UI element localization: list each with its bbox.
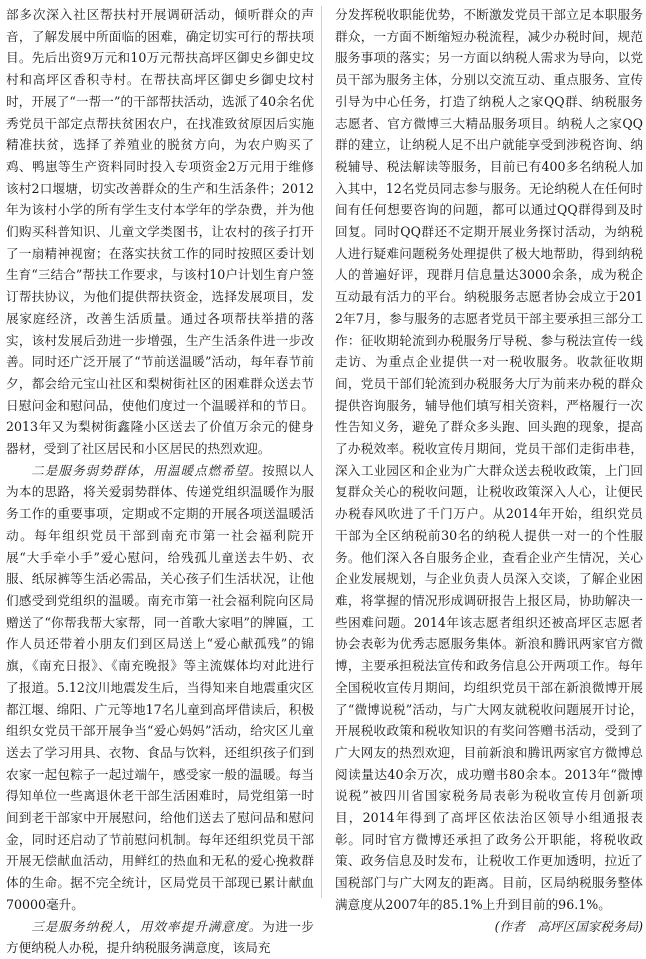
author-byline: (作者 高坪区国家税务局): [494, 918, 643, 934]
section-lead-3: 三是服务纳税人，用效率提升满意度。: [31, 918, 263, 934]
paragraph-vulnerable-groups: [6, 460, 314, 916]
section-body-3: 为进一步方便纳税人办税，提升纳税服务满意度，该局充: [6, 918, 315, 956]
column-divider: [321, 6, 322, 898]
paragraph-taxpayer-service-cont: [335, 4, 643, 934]
article-left-column: [6, 4, 314, 959]
article-right-column: [335, 4, 643, 937]
paragraph-poverty-aid: 部多次深入社区帮扶村开展调研活动，倾听群众的声音，了解发展中所面临的困难，确定切实可行的帮扶项目。先后出资9万元和10万元帮扶高坪区御史乡御史坟村和高坪区香积寺村。在帮扶高坪区御史乡御史坟村时，开展了“一帮一”的干部帮扶活动，选派了40余名优秀党员干部定点帮扶贫困农户，在找准致贫原因后实施精准扶贫，选择了养殖业的脱贫方向，为农户购买了鸡、鸭崽等生产资料同时投入专项资金2万元用于维修该村2口堰塘，切实改善群众的生产和生活条件；2012年为该村小学的所有学生支付本学年的学杂费，并为他们购买科普知识、儿童文学类图书，让农村的孩子打开了一扇精神视窗；在落实扶贫工作的同时按照区委计划生育“三结合”帮扶工作要求，与该村10户计划生育户签订帮扶协议，为他们提供帮扶资金，选择发展项目，发展家庭经济，改善生活质量。通过各项帮扶举措的落实，该村发展后劲进一步增强，生产生活条件进一步改善。同时还广泛开展了“节前送温暖”活动，每年春节前夕，都会给元宝山社区和梨树街社区的困难群众送去节日慰问金和慰问品，使他们度过一个温暖祥和的节日。2013年又为梨树街鑫隆小区送去了价值万余元的健身器材，受到了社区居民和小区居民的热烈欢迎。: [6, 7, 314, 457]
section-lead-2: 二是服务弱势群体，用温暖点燃希望。: [31, 462, 263, 478]
paragraph-taxpayer-service: [6, 916, 314, 959]
section-body-3-cont: 分发挥税收职能优势，不断激发党员干部立足本职服务群众，一方面不断缩短办税流程，减少办税时间，规范服务事项的落实；另一方面以纳税人需求为导向，以党员干部为服务主体，分别以交流互动、重点服务、宣传引导为中心任务，打造了纳税人之家QQ群、纳税服务志愿者、官方微博三大精品服务项目。纳税人之家QQ群的建立，让纳税人足不出户就能享受到涉税咨询、纳税辅导、税法解读等服务，目前已有400多名纳税人加入其中，12名党员同志参与服务。无论纳税人在任何时间有任何想要咨询的问题，都可以通过QQ群得到及时回复。同时QQ群还不定期开展业务探讨活动，为纳税人进行疑难问题税务处理提供了极大地帮助，得到纳税人的普遍好评，现群月信息量达3000余条，成为税企互动最有活力的平台。纳税服务志愿者协会成立于2012年7月，参与服务的志愿者党员干部主要承担三部分工作：征收期轮流到办税服务厅导税、参与税法宣传一线走访、为重点企业提供一对一税收服务。收款征收期间，党员干部们轮流到办税服务大厅为前来办税的群众提供咨询服务，辅导他们填写相关资料，严格履行一次性告知义务，避免了群众多头跑、回头跑的现象，提高了办税效率。税收宣传月期间，党员干部们走街串巷，深入工业园区和企业为广大群众送去税收政策，上门回复群众关心的税收问题，让税收政策深入人心，让便民办税春风吹进了千门万户。从2014年开始，组织党员干部为全区纳税前30名的纳税人提供一对一的个性服务。他们深入各自服务企业，查看企业产生情况，关心企业发展规划，与企业负责人员深入交谈，了解企业困难，将掌握的情况形成调研报告上报区局，协助解决一些困难问题。2014年该志愿者组织还被高坪区志愿者协会表彰为优秀志愿服务集体。新浪和腾讯两家官方微博，主要承担税法宣传和政务信息公开两项工作。每年全国税收宣传月期间，均组织党员干部在新浪微博开展了“微博说税”活动，与广大网友就税收问题展开讨论，开展税收政策和税收知识的有奖问答赠书活动，受到了广大网友的热烈欢迎，目前新浪和腾讯两家官方微博总阅读量达40余万次，成功赠书80余本。2013年“微博说税”被四川省国家税务局表彰为税收宣传月创新项目，2014年得到了高坪区依法治区领导小组通报表彰。同时官方微博还承担了政务公开职能，将税收政策、政务信息及时发布，让税收工作更加透明，拉近了国税部门与广大网友的距离。目前，区局纳税服务整体满意度从2007年的85.1%上升到目前的96.1%。: [335, 7, 643, 912]
section-body-2: 按照以人为本的思路，将关爱弱势群体、传递党组织温暖作为服务工作的重要事项，定期或不定期的开展各项送温暖活动。每年组织党员干部到南充市第一社会福利院开展“大手牵小手”爱心慰问，给残孤儿童送去牛奶、衣服、纸尿裤等生活必需品，关心孩子们生活状况，让他们感受到党组织的温暖。南充市第一社会福利院向区局赠送了“你帮我帮大家帮，同一首歌大家唱”的牌匾，工作人员还带着小朋友们到区局送上“爱心献孤残”的锦旗，《南充日报》、《南充晚报》等主流媒体均对此进行了报道。5.12汶川地震发生后，当得知来自地震重灾区都江堰、绵阳、广元等地17名儿童到高坪借读后，积极组织女党员干部开展争当“爱心妈妈”活动，给灾区儿童送去了学习用具、衣物、食品与饮料，还组织孩子们到农家一起包粽子一起过端午，感受家一般的温暖。每当得知单位一些离退休老干部生活困难时，局党组第一时间到老干部家中开展慰问，给他们送去了慰问品和慰问金，同时还启动了节前慰问机制。每年还组织党员干部开展无偿献血活动，用鲜红的热血和无私的爱心挽救群体的生命。据不完全统计，区局党员干部现已累计献血70000毫升。: [6, 462, 315, 912]
